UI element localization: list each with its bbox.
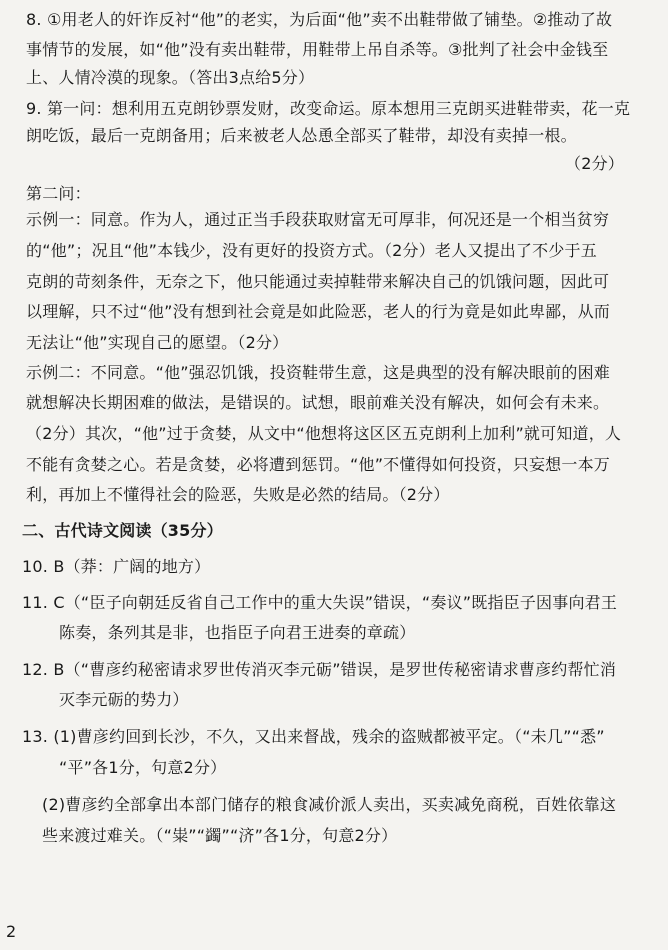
- q8-line-1: 8. ①用老人的奸诈反衬“他”的老实，为后面“他”卖不出鞋带做了铺垫。②推动了故: [26, 10, 613, 29]
- q12-line-1: 12. B（“曹彦约秘密请求罗世传消灭李元砺”错误，是罗世传秘密请求曹彦约帮忙消: [22, 660, 617, 679]
- q13-part-1-line-2: “平”各1分，句意2分）: [59, 758, 227, 777]
- example-one-line-4: 以理解，只不过“他”没有想到社会竟是如此险恶，老人的行为竟是如此卑鄙，从而: [26, 302, 610, 321]
- q8-line-3: 上、人情冷漠的现象。（答出3点给5分）: [26, 68, 315, 87]
- q9-score: （2分）: [565, 154, 624, 173]
- example-two-line-3: （2分）其次，“他”过于贪婪，从文中“他想将这区区五克朗利上加利”就可知道，人: [26, 424, 622, 443]
- q13-part-2-line-2: 些来渡过难关。（“粜”“蠲”“济”各1分，句意2分）: [42, 826, 398, 845]
- q10-answer: 10. B（莽：广阔的地方）: [22, 557, 211, 576]
- example-one-line-2: 的“他”；况且“他”本钱少，没有更好的投资方式。（2分）老人又提出了不少于五: [26, 241, 597, 260]
- example-two-line-5: 利，再加上不懂得社会的险恶，失败是必然的结局。（2分）: [26, 485, 450, 504]
- example-two-line-1: 示例二：不同意。“他”强忍饥饿，投资鞋带生意，这是典型的没有解决眼前的困难: [26, 363, 610, 382]
- q13-part-2-line-1: (2)曹彦约全部拿出本部门储存的粮食减价派人卖出，买卖减免商税，百姓依靠这: [42, 795, 617, 814]
- q9-line-1: 9. 第一问：想利用五克朗钞票发财，改变命运。原本想用三克朗买进鞋带卖，花一克: [26, 99, 631, 118]
- example-two-line-4: 不能有贪婪之心。若是贪婪，必将遭到惩罚。“他”不懂得如何投资，只妄想一本万: [26, 455, 610, 474]
- example-one-line-5: 无法让“他”实现自己的愿望。（2分）: [26, 333, 289, 352]
- q12-line-2: 灭李元砺的势力）: [59, 690, 189, 709]
- q8-line-2: 事情节的发展，如“他”没有卖出鞋带，用鞋带上吊自杀等。③批判了社会中金钱至: [26, 40, 609, 59]
- page-number: 2: [6, 922, 17, 941]
- example-one-line-3: 克朗的苛刻条件，无奈之下，他只能通过卖掉鞋带来解决自己的饥饿问题，因此可: [26, 272, 610, 291]
- example-two-line-2: 就想解决长期困难的做法，是错误的。试想，眼前难关没有解决，如何会有未来。: [26, 393, 610, 412]
- q11-line-2: 陈奏，条列其是非，也指臣子向君王进奏的章疏）: [59, 623, 416, 642]
- q13-part-1-line-1: 13. (1)曹彦约回到长沙，不久，又出来督战，残余的盗贼都被平定。（“未几”“悉”: [22, 727, 605, 746]
- q9-line-2: 朗吃饭，最后一克朗备用；后来被老人怂恿全部买了鞋带，却没有卖掉一根。: [26, 126, 577, 145]
- example-one-line-1: 示例一：同意。作为人，通过正当手段获取财富无可厚非，何况还是一个相当贫穷: [26, 210, 610, 229]
- q9-part-two-label: 第二问：: [26, 184, 91, 203]
- q11-line-1: 11. C（“臣子向朝廷反省自己工作中的重大失误”错误，“奏议”既指臣子因事向君王: [22, 593, 618, 612]
- section-heading-classical-poetry: 二、古代诗文阅读（35分）: [22, 521, 223, 540]
